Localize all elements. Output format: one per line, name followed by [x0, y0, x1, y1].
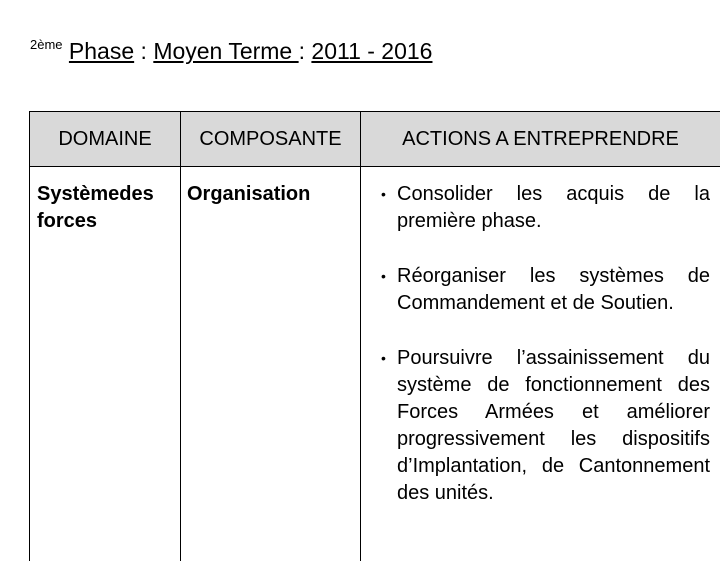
title-phase: Phase: [69, 38, 134, 64]
table-row: [30, 167, 720, 561]
title-period: 2011 - 2016: [311, 38, 432, 64]
list-item: • Poursuivre l’assainissement du système de fonctionnement des Forces Armées et améliorer progressivement les dispositifs d’Implantation, de Cantonnement des unités.: [381, 345, 710, 507]
header-composante: COMPOSANTE: [181, 112, 361, 167]
title-separator: :: [134, 38, 153, 64]
table-header-row: [30, 112, 720, 167]
header-actions: ACTIONS A ENTREPRENDRE: [361, 112, 720, 167]
actions-table: [29, 111, 720, 561]
title-separator-2: :: [299, 38, 312, 64]
header-domaine: DOMAINE: [30, 112, 181, 167]
title-term: Moyen Terme: [153, 38, 298, 64]
list-item: • Consolider les acquis de la première phase.: [381, 181, 710, 235]
list-item: • Réorganiser les systèmes de Commandement et de Soutien.: [381, 263, 710, 317]
title-superscript: 2ème: [30, 37, 63, 52]
cell-domaine: Systèmedes forces: [30, 167, 181, 561]
cell-actions: [361, 167, 720, 561]
page-title: [30, 38, 432, 65]
cell-composante: Organisation: [181, 167, 361, 561]
actions-list: [381, 181, 710, 507]
